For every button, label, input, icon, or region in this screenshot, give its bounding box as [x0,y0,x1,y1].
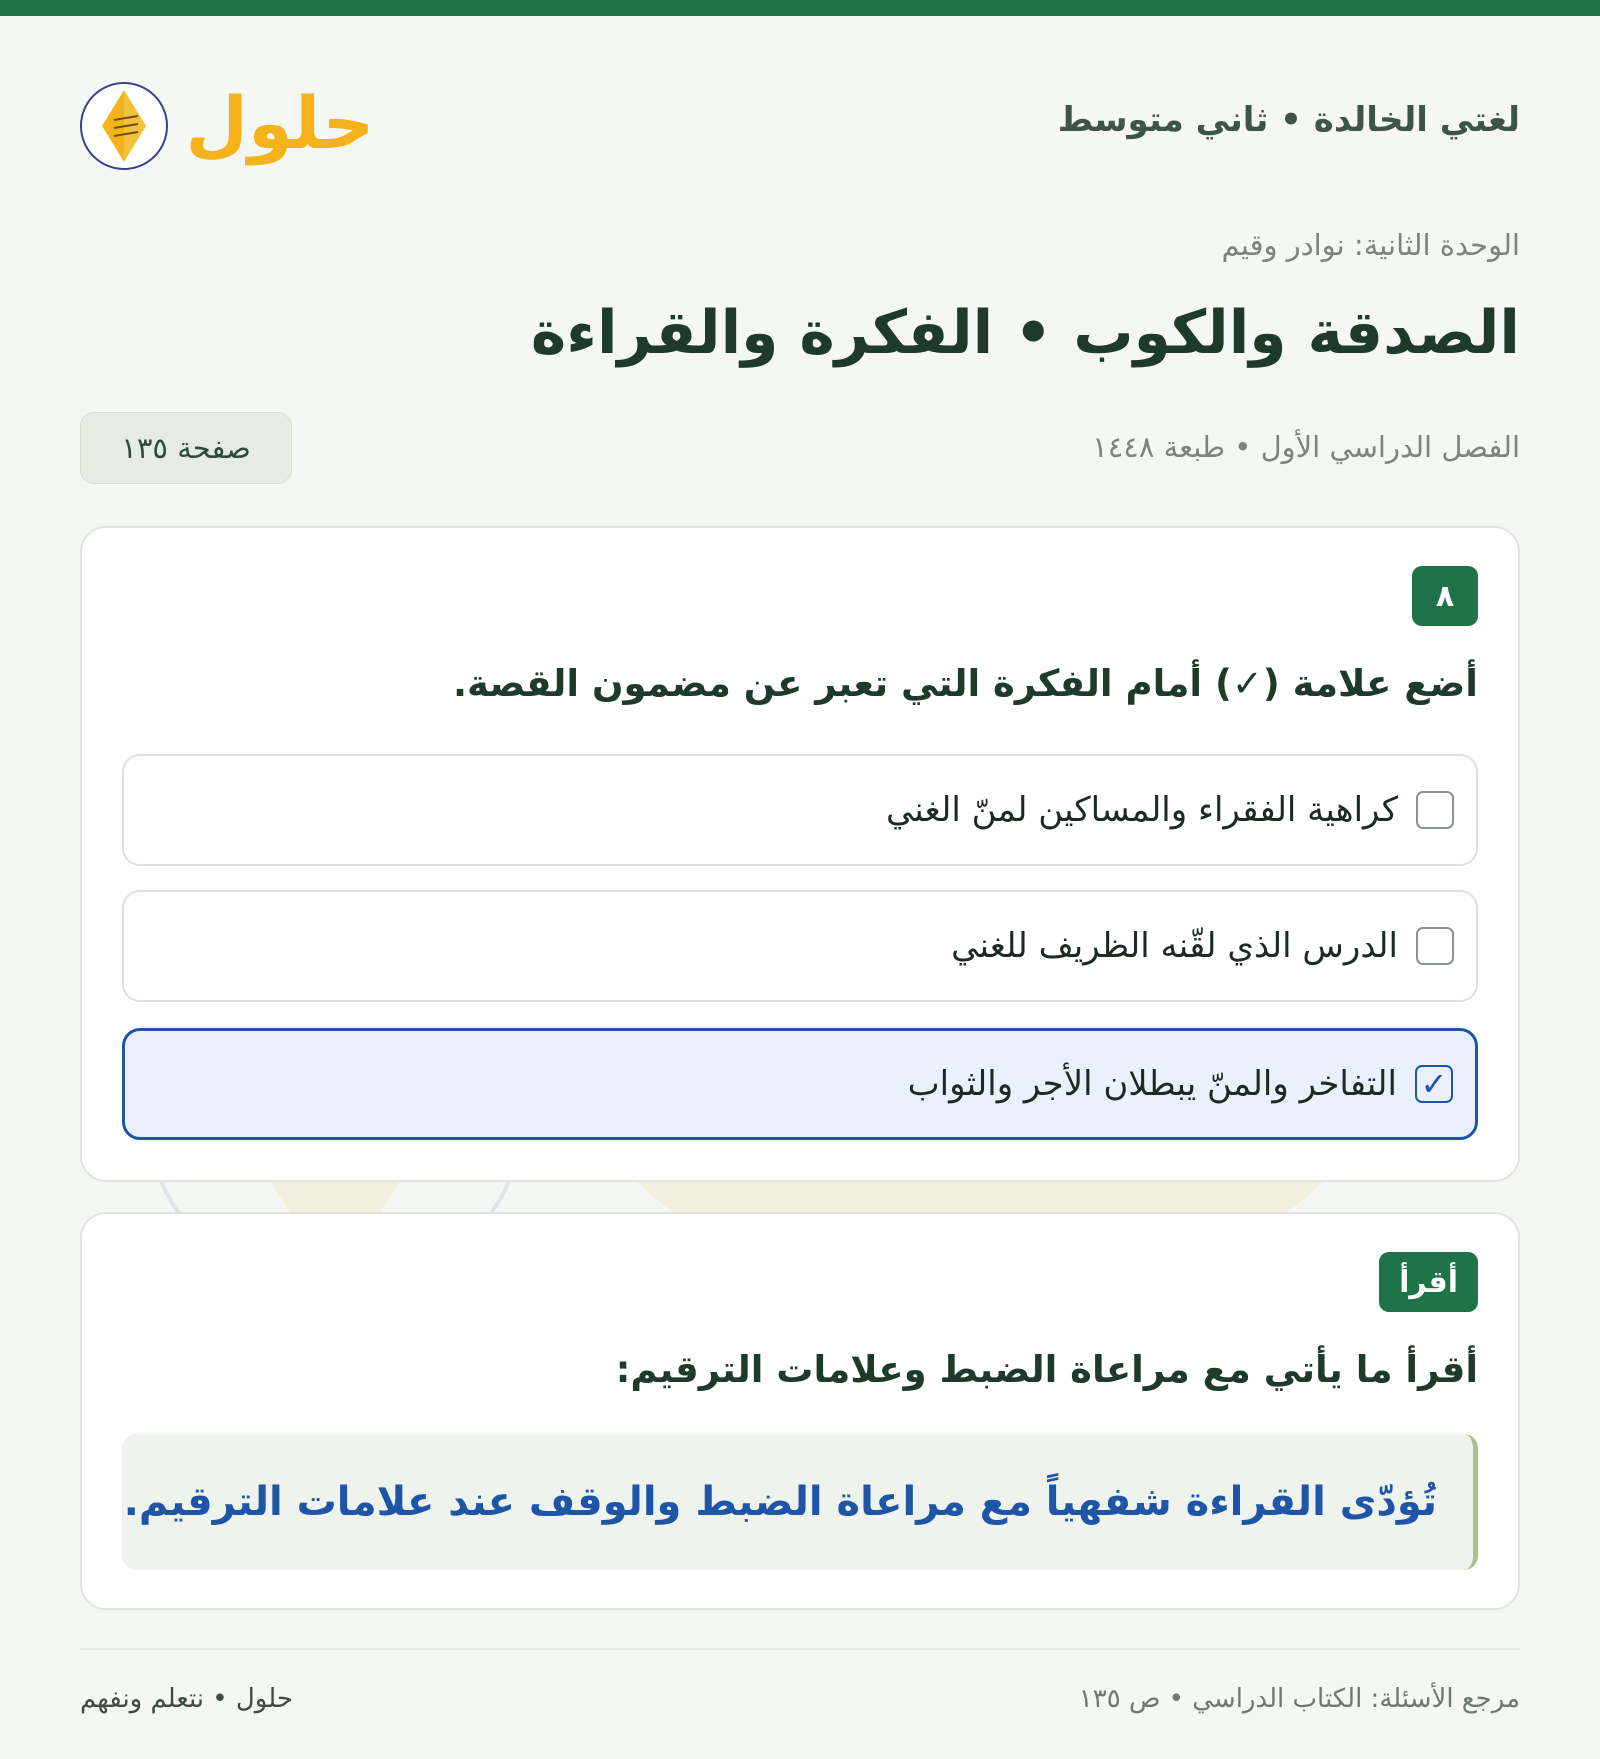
reading-card [80,1212,1520,1610]
option-2[interactable] [122,890,1478,1002]
checkbox-option-1[interactable] [1416,791,1454,829]
option-label: كراهية الفقراء والمساكين لمنّ الغني [885,790,1398,830]
top-accent-bar [0,0,1600,16]
footer-reference: مرجع الأسئلة: الكتاب الدراسي • ص ١٣٥ [1078,1684,1520,1714]
checkbox-option-3-checked[interactable]: ✓ [1415,1065,1453,1103]
brand-title: لغتي الخالدة • ثاني متوسط [1057,100,1520,140]
exercise-number-badge: ٨ [1412,566,1478,626]
page-title: الصدقة والكوب • الفكرة والقراءة [530,298,1520,368]
option-3-selected[interactable] [122,1028,1478,1140]
option-label: التفاخر والمنّ يبطلان الأجر والثواب [907,1064,1397,1104]
footer-divider [80,1648,1520,1650]
reading-badge: أقرأ [1379,1252,1478,1312]
hulul-logo[interactable] [80,70,380,180]
semester-label: الفصل الدراسي الأول • طبعة ١٤٤٨ [1092,430,1520,464]
page-number-badge: صفحة ١٣٥ [80,412,292,484]
exercise-question: أضع علامة (✓) أمام الفكرة التي تعبر عن مضمون القصة. [452,662,1478,705]
header [80,70,1520,180]
footer-tagline: حلول • نتعلم ونفهم [80,1684,293,1714]
option-label: الدرس الذي لقّنه الظريف للغني [951,926,1398,966]
reading-instruction: أقرأ ما يأتي مع مراعاة الضبط وعلامات الترقيم: [615,1348,1478,1391]
checkbox-option-2[interactable] [1416,927,1454,965]
logo-text: حلول [185,81,375,165]
reading-answer-box: تُؤدّى القراءة شفهياً مع مراعاة الضبط والوقف عند علامات الترقيم. [122,1434,1478,1570]
unit-label: الوحدة الثانية: نوادر وقيم [1221,228,1520,262]
exercise-card [80,526,1520,1182]
option-1[interactable] [122,754,1478,866]
